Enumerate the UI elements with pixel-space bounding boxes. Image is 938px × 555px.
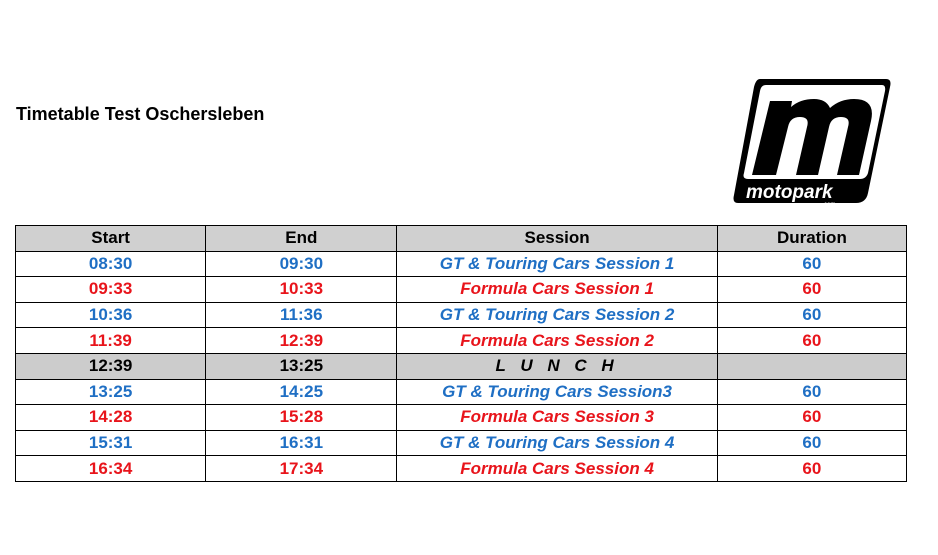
duration-cell: 60 [717,379,906,405]
end-cell: 13:25 [206,353,397,379]
logo-wordmark: motopark [746,182,833,203]
start-cell: 08:30 [16,251,206,277]
start-cell: 15:31 [16,430,206,456]
table-row [16,251,907,277]
end-cell: 11:36 [206,302,397,328]
table-row [16,302,907,328]
duration-cell: 60 [717,430,906,456]
page-title: Timetable Test Oschersleben [16,104,265,124]
timetable [15,225,907,482]
start-cell: 11:39 [16,328,206,354]
header-session: Session [397,226,717,252]
end-cell: 17:34 [206,456,397,482]
start-cell: 12:39 [16,353,206,379]
header-end: End [206,226,397,252]
header-duration: Duration [717,226,906,252]
start-cell: 16:34 [16,456,206,482]
header-row [16,226,907,252]
motopark-logo [730,75,892,210]
end-cell: 10:33 [206,277,397,303]
table-row [16,277,907,303]
duration-cell: 60 [717,251,906,277]
session-cell: GT & Touring Cars Session 4 [397,430,717,456]
start-cell: 10:36 [16,302,206,328]
lunch-row [16,353,907,379]
header-start: Start [16,226,206,252]
start-cell: 14:28 [16,405,206,431]
session-cell: L U N C H [397,353,717,379]
table-row [16,456,907,482]
duration-cell [717,353,906,379]
logo-sub: com [824,202,836,208]
end-cell: 15:28 [206,405,397,431]
duration-cell: 60 [717,456,906,482]
duration-cell: 60 [717,405,906,431]
session-cell: Formula Cars Session 1 [397,277,717,303]
session-cell: GT & Touring Cars Session3 [397,379,717,405]
table-row [16,405,907,431]
duration-cell: 60 [717,302,906,328]
session-cell: Formula Cars Session 4 [397,456,717,482]
session-cell: Formula Cars Session 2 [397,328,717,354]
end-cell: 16:31 [206,430,397,456]
session-cell: GT & Touring Cars Session 2 [397,302,717,328]
session-cell: GT & Touring Cars Session 1 [397,251,717,277]
table-row [16,328,907,354]
duration-cell: 60 [717,328,906,354]
start-cell: 09:33 [16,277,206,303]
start-cell: 13:25 [16,379,206,405]
table-row [16,430,907,456]
end-cell: 09:30 [206,251,397,277]
end-cell: 12:39 [206,328,397,354]
end-cell: 14:25 [206,379,397,405]
session-cell: Formula Cars Session 3 [397,405,717,431]
table-row [16,379,907,405]
duration-cell: 60 [717,277,906,303]
